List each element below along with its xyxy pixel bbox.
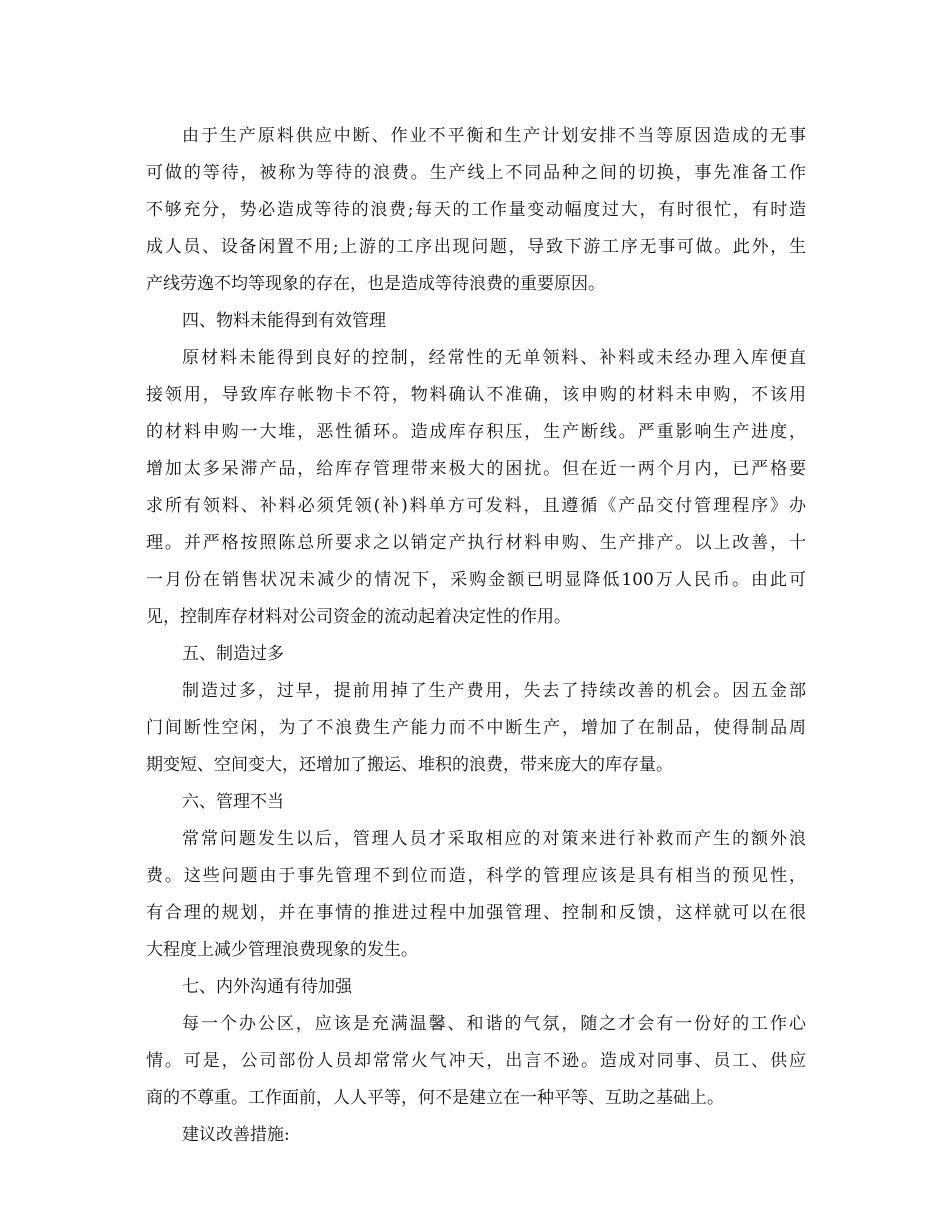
text-line: 七、内外沟通有待加强 — [182, 977, 352, 997]
text-line: 六、管理不当 — [182, 792, 284, 812]
text-line: 求所有领料、补料必须凭领(补)料单方可发料，且遵循《产品交付管理程序》办 — [146, 496, 806, 516]
text-line: 由于生产原料供应中断、作业不平衡和生产计划安排不当等原因造成的无事 — [182, 126, 806, 146]
text-line: 接领用，导致库存帐物卡不符，物料确认不准确，该申购的材料未申购，不该用 — [146, 385, 806, 405]
text-line: 建议改善措施: — [182, 1125, 290, 1145]
text-line: 大程度上减少管理浪费现象的发生。 — [146, 940, 418, 960]
text-line: 不够充分，势必造成等待的浪费;每天的工作量变动幅度过大，有时很忙，有时造 — [146, 200, 806, 220]
text-line: 理。并严格按照陈总所要求之以销定产执行材料申购、生产排产。以上改善，十 — [146, 533, 806, 553]
text-line: 五、制造过多 — [182, 644, 284, 664]
text-line: 期变短、空间变大，还增加了搬运、堆积的浪费，带来庞大的库存量。 — [146, 755, 673, 775]
text-line: 一月份在销售状况未减少的情况下，采购金额已明显降低100万人民币。由此可 — [146, 570, 806, 590]
text-line: 制造过多，过早，提前用掉了生产费用，失去了持续改善的机会。因五金部 — [182, 681, 806, 701]
text-line: 增加太多呆滞产品，给库存管理带来极大的困扰。但在近一两个月内，已严格要 — [146, 459, 806, 479]
text-line: 有合理的规划，并在事情的推进过程中加强管理、控制和反馈，这样就可以在很 — [146, 903, 806, 923]
text-line: 可做的等待，被称为等待的浪费。生产线上不同品种之间的切换，事先准备工作 — [146, 163, 806, 183]
text-line: 常常问题发生以后，管理人员才采取相应的对策来进行补救而产生的额外浪 — [182, 829, 806, 849]
text-line: 成人员、设备闲置不用;上游的工序出现问题，导致下游工序无事可做。此外，生 — [146, 237, 806, 257]
text-line: 的材料申购一大堆，恶性循环。造成库存积压，生产断线。严重影响生产进度， — [146, 422, 806, 442]
text-line: 产线劳逸不均等现象的存在，也是造成等待浪费的重要原因。 — [146, 274, 605, 294]
text-line: 费。这些问题由于事先管理不到位而造，科学的管理应该是具有相当的预见性， — [146, 866, 806, 886]
text-line: 四、物料未能得到有效管理 — [182, 311, 386, 331]
text-line: 情。可是，公司部份人员却常常火气冲天，出言不逊。造成对同事、员工、供应 — [146, 1051, 806, 1071]
document-body — [146, 118, 806, 1154]
text-line: 见，控制库存材料对公司资金的流动起着决定性的作用。 — [146, 607, 571, 627]
text-line: 门间断性空闲，为了不浪费生产能力而不中断生产，增加了在制品，使得制品周 — [146, 718, 806, 738]
text-line: 每一个办公区，应该是充满温馨、和谐的气氛，随之才会有一份好的工作心 — [182, 1014, 806, 1034]
text-line: 商的不尊重。工作面前，人人平等，何不是建立在一种平等、互助之基础上。 — [146, 1088, 724, 1108]
text-line: 原材料未能得到良好的控制，经常性的无单领料、补料或未经办理入库便直 — [182, 348, 806, 368]
